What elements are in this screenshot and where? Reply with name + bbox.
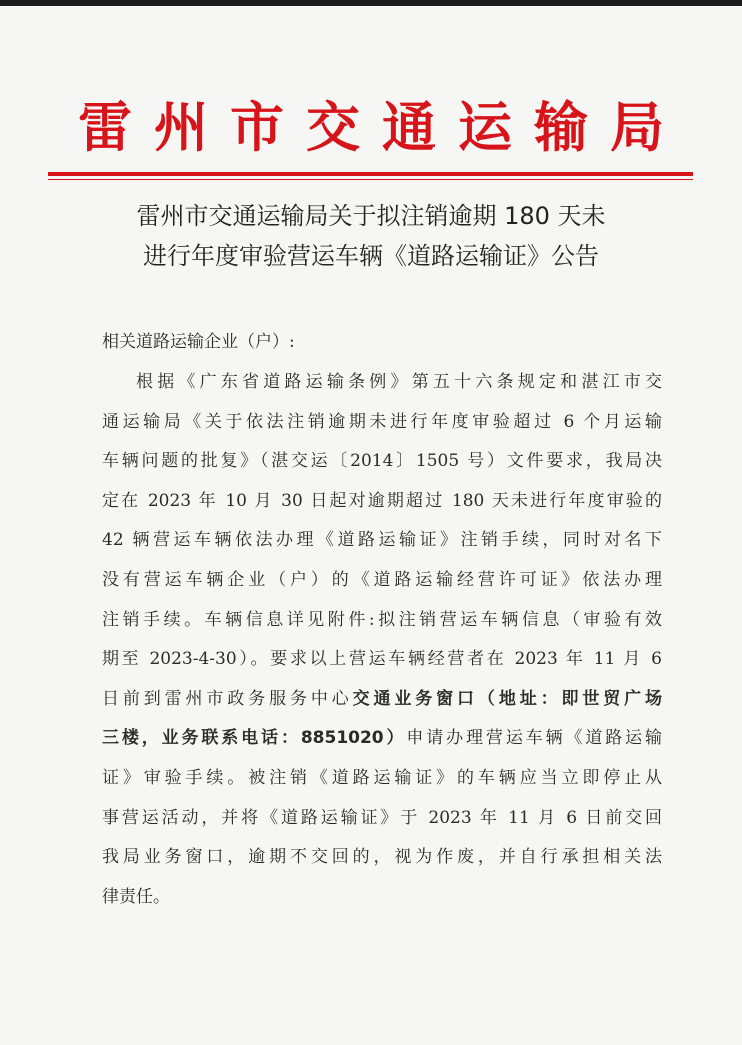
document-title (60, 196, 682, 276)
body-text-segment: 申请办理营运车辆《道路运输 (406, 728, 662, 749)
body-line: 定在 2023 年 10 月 30 日起对逾期超过 180 天未进行年度审验的 (102, 490, 662, 511)
body-line: 通运输局《关于依法注销逾期未进行年度审验超过 6 个月运输 (102, 411, 662, 432)
body-line: 根据《广东省道路运输条例》第五十六条规定和湛江市交 (136, 372, 662, 392)
body-line: 事营运活动，并将《道路运输证》于 2023 年 11 月 6 日前交回 (102, 807, 662, 828)
body-text-segment: 日前到雷州市政务服务中心 (102, 688, 353, 709)
body-line (102, 719, 662, 759)
title-line-1: 雷州市交通运输局关于拟注销逾期 180 天未 (136, 202, 606, 230)
body-line: 证》审验手续。被注销《道路运输证》的车辆应当立即停止从 (102, 767, 662, 788)
body-line: 没有营运车辆企业（户）的《道路运输经营许可证》依法办理 (102, 569, 662, 590)
title-line-2: 进行年度审验营运车辆《道路运输证》公告 (143, 242, 599, 270)
letterhead-rule-thick (48, 172, 693, 176)
body-line: 我局业务窗口，逾期不交回的，视为作废，并自行承担相关法 (102, 847, 662, 868)
body-line: 律责任。 (102, 886, 170, 907)
letterhead-rule-thin (48, 179, 693, 180)
body-line: 车辆问题的批复》（湛交运〔2014〕1505 号）文件要求，我局决 (102, 451, 662, 472)
body-line: 注销手续。车辆信息详见附件:拟注销营运车辆信息（审验有效 (102, 609, 662, 630)
body-line (102, 680, 662, 720)
body-line: 期至 2023-4-30）。要求以上营运车辆经营者在 2023 年 11 月 6 (102, 649, 662, 670)
service-window-phone: 三楼，业务联系电话：8851020） (102, 728, 407, 749)
service-window-address: 交通业务窗口（地址：即世贸广场 (352, 688, 663, 709)
body-line: 42 辆营运车辆依法办理《道路运输证》注销手续，同时对名下 (102, 530, 662, 551)
letterhead-org-name: 雷州市交通运输局 (78, 95, 686, 159)
body-paragraph (102, 363, 662, 917)
scan-top-edge (0, 0, 742, 6)
salutation: 相关道路运输企业（户）: (102, 332, 295, 352)
